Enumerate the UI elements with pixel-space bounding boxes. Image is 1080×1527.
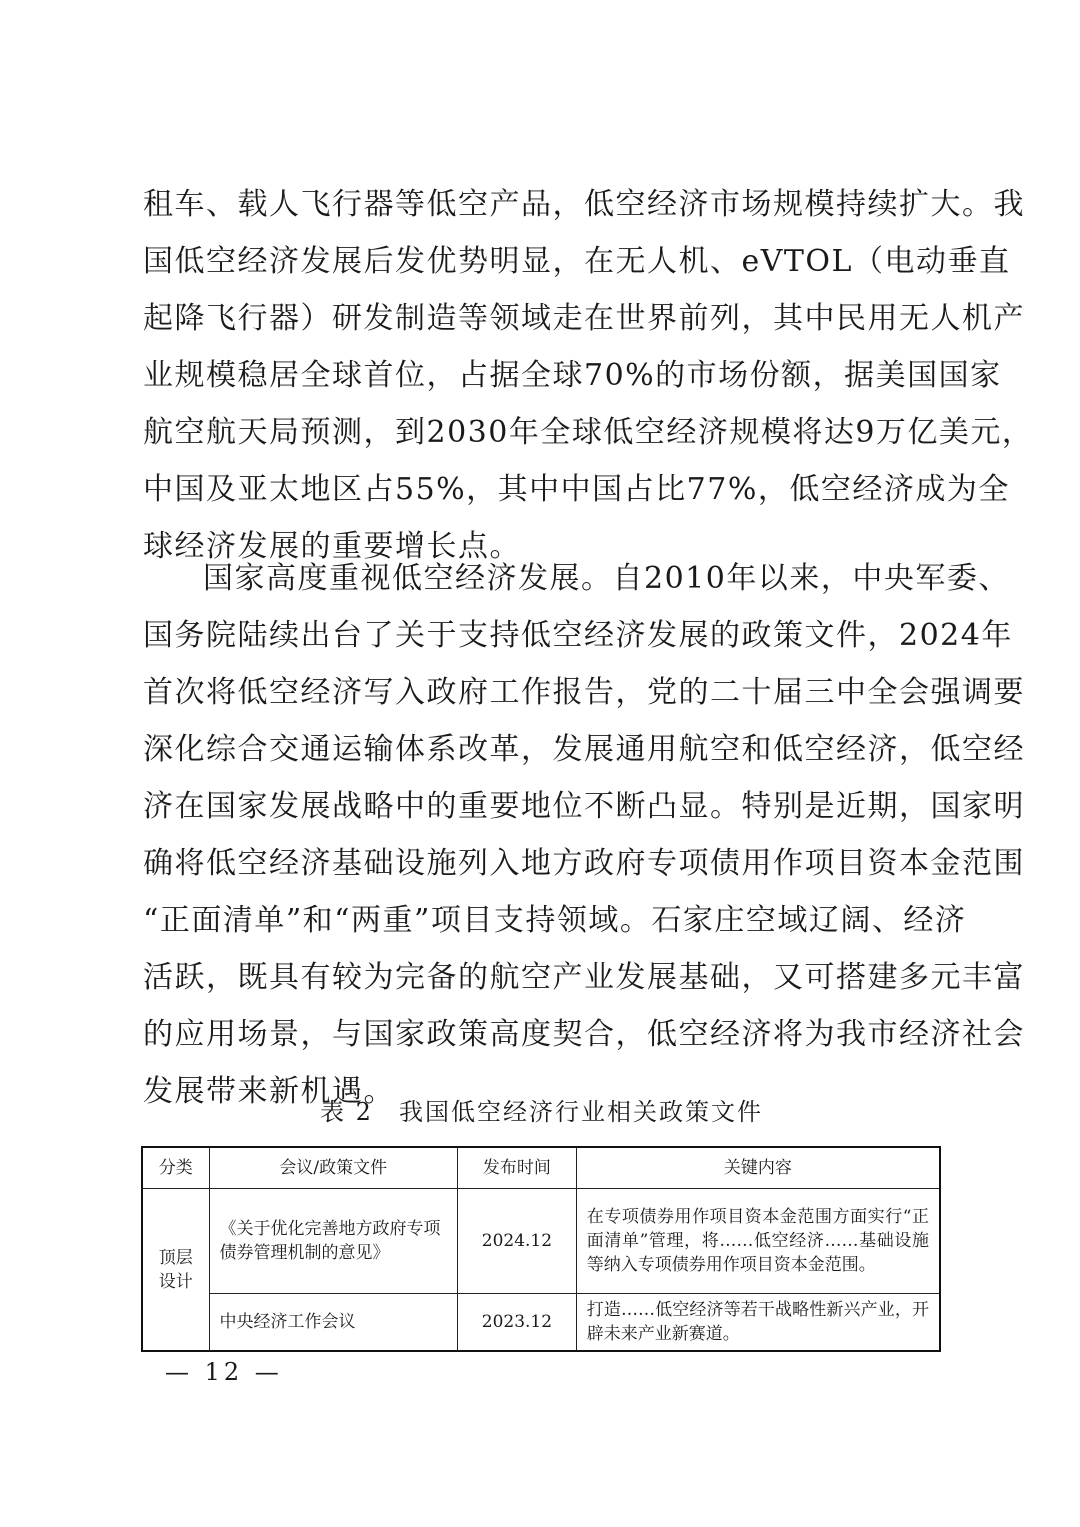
policy-table (141, 1146, 941, 1352)
text-line: 中国及亚太地区占55%，其中中国占比77%，低空经济成为全 (143, 472, 1010, 507)
paragraph-1 (143, 176, 1034, 575)
document-cell: 中央经济工作会议 (209, 1294, 458, 1352)
header-content: 关键内容 (576, 1147, 940, 1189)
text-line: 起降飞行器）研发制造等领域走在世界前列，其中民用无人机产 (143, 301, 1025, 336)
paragraph-2 (143, 550, 1025, 1120)
header-date: 发布时间 (458, 1147, 577, 1189)
header-category: 分类 (142, 1147, 209, 1189)
text-line: 球经济发展的重要增长点。 (143, 529, 521, 564)
category-cell: 顶层设计 (142, 1189, 209, 1352)
table-row (142, 1294, 940, 1352)
text-line: 活跃，既具有较为完备的航空产业发展基础，又可搭建多元丰富 (143, 960, 1025, 995)
text-line: 国家高度重视低空经济发展。自2010年以来，中央军委、 (203, 561, 1010, 596)
text-line: 国务院陆续出台了关于支持低空经济发展的政策文件，2024年 (143, 618, 1013, 653)
text-line: 深化综合交通运输体系改革，发展通用航空和低空经济，低空经 (143, 732, 1025, 767)
date-cell: 2024.12 (458, 1189, 577, 1294)
text-line: 首次将低空经济写入政府工作报告，党的二十届三中全会强调要 (143, 675, 1025, 710)
table-row (142, 1189, 940, 1294)
document-cell: 《关于优化完善地方政府专项债券管理机制的意见》 (209, 1189, 458, 1294)
content-cell: 打造……低空经济等若干战略性新兴产业，开辟未来产业新赛道。 (576, 1294, 940, 1352)
page-number: — 12 — (165, 1358, 283, 1386)
text-line: 济在国家发展战略中的重要地位不断凸显。特别是近期，国家明 (143, 789, 1025, 824)
text-line: 确将低空经济基础设施列入地方政府专项债用作项目资本金范围 (143, 846, 1025, 881)
text-line: 国低空经济发展后发优势明显，在无人机、eVTOL（电动垂直 (143, 244, 1011, 279)
text-line: “正面清单”和“两重”项目支持领域。石家庄空域辽阔、经济 (143, 903, 967, 938)
text-line: 航空航天局预测，到2030年全球低空经济规模将达9万亿美元， (143, 415, 1034, 450)
table-caption: 表 2 我国低空经济行业相关政策文件 (320, 1098, 763, 1126)
text-line: 发展带来新机遇。 (143, 1074, 395, 1109)
text-line: 的应用场景，与国家政策高度契合，低空经济将为我市经济社会 (143, 1017, 1025, 1052)
text-line: 租车、载人飞行器等低空产品，低空经济市场规模持续扩大。我 (143, 187, 1025, 222)
date-cell: 2023.12 (458, 1294, 577, 1352)
header-document: 会议/政策文件 (209, 1147, 458, 1189)
text-line: 业规模稳居全球首位，占据全球70%的市场份额，据美国国家 (143, 358, 1002, 393)
content-cell: 在专项债券用作项目资本金范围方面实行“正面清单”管理，将……低空经济……基础设施等纳入专项债券用作项目资本金范围。 (576, 1189, 940, 1294)
table-header-row (142, 1147, 940, 1189)
